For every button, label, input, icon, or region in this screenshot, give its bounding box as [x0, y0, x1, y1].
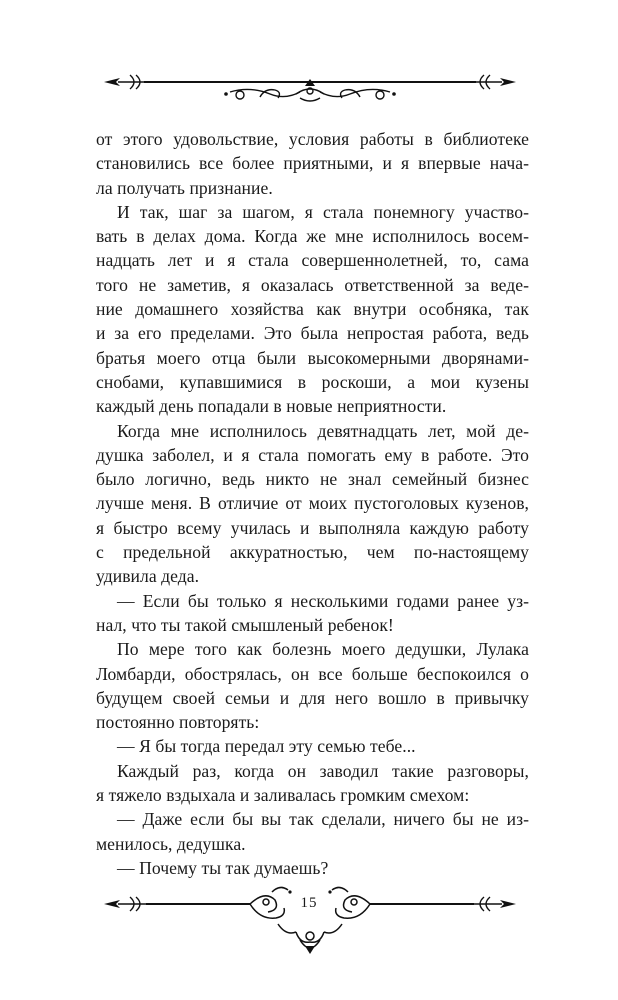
text-line: вать в делах дома. Когда же мне исполнилось восем-	[96, 226, 529, 247]
text-line: и за его пределами. Это была непростая работа, ведь	[96, 323, 529, 344]
page-body-text	[96, 127, 529, 880]
text-line: менилось, дедушка.	[96, 833, 246, 854]
text-line: снобами, купавшимися в роскоши, а мои кузены	[96, 371, 529, 392]
text-line: постоянно повторять:	[96, 712, 260, 733]
text-line: того не заметив, я оказалась ответственной за веде-	[96, 274, 529, 295]
text-line: Ломбарди, обострялась, он все больше беспокоился о	[96, 663, 529, 684]
text-line: Каждый раз, когда он заводил такие разговоры,	[117, 760, 529, 781]
text-line: Когда мне исполнилось девятнадцать лет, мой де-	[117, 420, 529, 441]
text-line: И так, шаг за шагом, я стала понемногу участво-	[117, 201, 529, 222]
bottom-vine-divider-icon	[100, 880, 520, 960]
text-line: лучше меня. В отличие от моих пустоголовых кузенов,	[96, 493, 529, 514]
text-line: ла получать признание.	[96, 177, 273, 198]
text-line: я быстро всему училась и выполняла каждую работу	[96, 517, 529, 538]
text-line: — Почему ты так думаешь?	[117, 857, 329, 878]
text-line: я тяжело вздыхала и заливалась громким смехом:	[96, 785, 470, 806]
text-line: с предельной аккуратностью, чем по-настоящему	[96, 542, 529, 563]
text-line: — Если бы только я несколькими годами ранее уз-	[117, 590, 529, 611]
text-line: удивила деда.	[96, 566, 200, 587]
text-line: каждый день попадали в новые неприятности.	[96, 396, 447, 417]
text-line: — Я бы тогда передал эту семью тебе...	[117, 736, 416, 757]
text-line: По мере того как болезнь моего дедушки, Лулака	[117, 639, 529, 660]
text-line: становились все более приятными, и я впервые нача-	[96, 153, 529, 174]
text-line: — Даже если бы вы так сделали, ничего бы не из-	[117, 809, 529, 830]
text-line: от этого удовольствие, условия работы в библиотеке	[96, 129, 529, 149]
text-line: надцать лет и я стала совершеннолетней, то, сама	[96, 250, 529, 271]
text-line: душка заболел, и я стала помогать ему в работе. Это	[96, 444, 529, 465]
text-line: нал, что ты такой смышленый ребенок!	[96, 614, 394, 635]
text-line: было логично, ведь никто не знал семейный бизнес	[96, 469, 529, 490]
text-line: братья моего отца были высокомерными дворянами-	[96, 347, 529, 368]
text-line: ние домашнего хозяйства как внутри особняка, так	[96, 299, 529, 320]
page-number: 15	[300, 895, 318, 911]
top-vine-divider-icon	[100, 64, 520, 108]
text-line: будущем своей семьи и для него вошло в привычку	[96, 687, 529, 708]
